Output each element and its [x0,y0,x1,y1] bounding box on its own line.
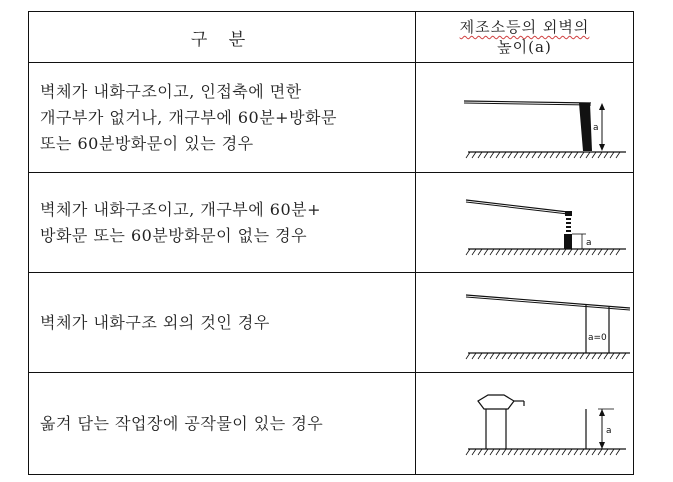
condition-line: 벽체가 내화구조이고, 인접축에 면한 [40,81,302,101]
height-label: a=0 [588,333,607,343]
table-row [29,63,633,173]
header-height-cell [416,12,633,62]
condition-line: 개구부가 없거나, 개구부에 60분+방화문 [40,107,337,127]
height-table [28,11,634,475]
figure-cell [416,173,633,272]
height-label: a [586,238,592,248]
table-row [29,173,633,273]
height-label: a [606,426,612,436]
condition-line: 옮겨 담는 작업장에 공작물이 있는 경우 [40,413,324,433]
condition-cell [29,173,416,272]
header-category-label: 구 분 [190,29,254,50]
fireproof-wall-diagram [416,63,634,171]
wall-without-door-diagram [416,173,634,271]
figure-cell [416,273,633,372]
height-label: a [593,123,599,133]
table-row [29,373,633,474]
condition-line: 또는 60분방화문이 있는 경우 [40,133,254,153]
table-row [29,273,633,373]
header-category-cell [29,12,416,62]
figure-cell [416,63,633,172]
condition-line: 벽체가 내화구조 외의 것인 경우 [40,312,270,332]
figure-cell [416,373,633,474]
transfer-workplace-diagram [416,373,634,473]
condition-line: 방화문 또는 60분방화문이 없는 경우 [40,225,308,245]
condition-cell [29,63,416,172]
condition-line: 벽체가 내화구조이고, 개구부에 60분+ [40,199,321,219]
header-height-label-line2: 높이(a) [497,38,552,56]
condition-cell [29,273,416,372]
table-header-row [29,12,633,63]
header-height-label-line1: 제조소등의 외벽의 [459,18,590,36]
non-fireproof-wall-diagram [416,273,634,371]
condition-cell [29,373,416,474]
